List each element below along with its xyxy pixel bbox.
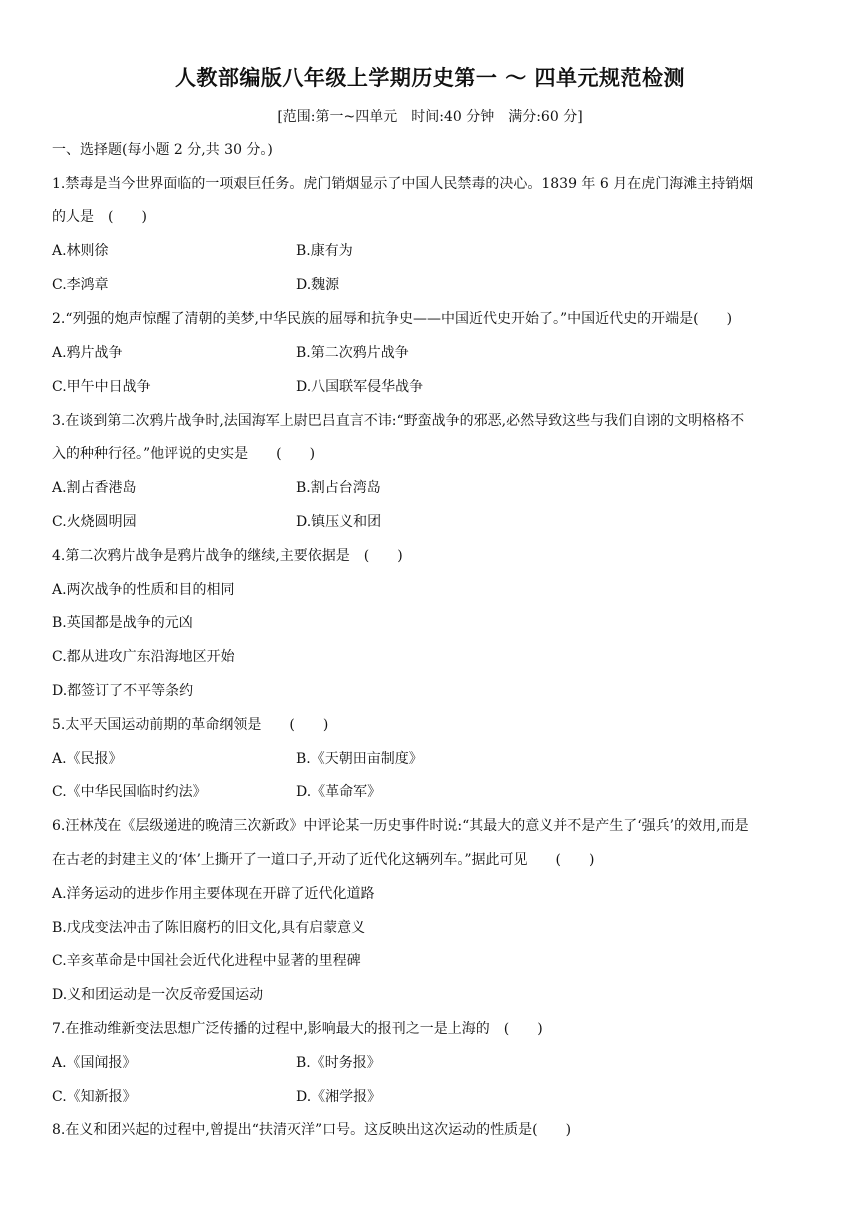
question-8-line-1: 8.在义和团兴起的过程中,曾提出“扶清灭洋”口号。这反映出这次运动的性质是( ) (52, 1122, 572, 1138)
question-3-option-d: D.镇压义和团 (296, 514, 382, 530)
question-5-line-1: 5.太平天国运动前期的革命纲领是 ( ) (52, 717, 329, 733)
question-4-option-a: A.两次战争的性质和目的相同 (52, 582, 235, 598)
question-2-option-c: C.甲午中日战争 (52, 379, 151, 395)
question-2-option-b: B.第二次鸦片战争 (296, 345, 409, 361)
question-6-option-b: B.戊戌变法冲击了陈旧腐朽的旧文化,具有启蒙意义 (52, 920, 366, 936)
question-3-option-a: A.割占香港岛 (52, 480, 137, 496)
question-7-option-c: C.《知新报》 (52, 1089, 137, 1105)
question-1-line-2: 的人是 ( ) (52, 209, 147, 225)
question-1-option-d: D.魏源 (296, 277, 340, 293)
question-2-line-1: 2.“列强的炮声惊醒了清朝的美梦,中华民族的屈辱和抗争史——中国近代史开始了。”中国近代史的开端是( ) (52, 311, 733, 327)
question-5-option-a: A.《民报》 (52, 751, 123, 767)
question-3-line-2: 入的种种行径。”他评说的史实是 ( ) (52, 446, 316, 462)
question-3-option-c: C.火烧圆明园 (52, 514, 137, 530)
question-7-option-a: A.《国闻报》 (52, 1055, 137, 1071)
question-6-line-2: 在古老的封建主义的‘体’上撕开了一道口子,开动了近代化这辆列车。”据此可见 ( ) (52, 852, 595, 868)
exam-scope-info: [范围:第一~四单元 时间:40 分钟 满分:60 分] (277, 109, 583, 125)
question-4-line-1: 4.第二次鸦片战争是鸦片战争的继续,主要依据是 ( ) (52, 548, 403, 564)
page-title: 人教部编版八年级上学期历史第一 ～ 四单元规范检测 (174, 66, 686, 90)
question-5-option-b: B.《天朝田亩制度》 (296, 751, 423, 767)
question-5-option-c: C.《中华民国临时约法》 (52, 784, 207, 800)
question-7-option-d: D.《湘学报》 (296, 1089, 382, 1105)
question-1-line-1: 1.禁毒是当今世界面临的一项艰巨任务。虎门销烟显示了中国人民禁毒的决心。1839 年 6 月在虎门海滩主持销烟 (52, 176, 754, 192)
question-7-line-1: 7.在推动维新变法思想广泛传播的过程中,影响最大的报刊之一是上海的 ( ) (52, 1021, 543, 1037)
question-3-line-1: 3.在谈到第二次鸦片战争时,法国海军上尉巴吕直言不讳:“野蛮战争的邪恶,必然导致这些与我们自诩的文明格格不 (52, 413, 745, 429)
question-1-option-a: A.林则徐 (52, 243, 109, 259)
question-2-option-a: A.鸦片战争 (52, 345, 123, 361)
question-5-option-d: D.《革命军》 (296, 784, 382, 800)
question-6-option-c: C.辛亥革命是中国社会近代化进程中显著的里程碑 (52, 953, 361, 969)
question-7-option-b: B.《时务报》 (296, 1055, 381, 1071)
question-6-line-1: 6.汪林茂在《层级递进的晚清三次新政》中评论某一历史事件时说:“其最大的意义并不是产生了‘强兵’的效用,而是 (52, 818, 749, 834)
section-heading: 一、选择题(每小题 2 分,共 30 分。) (52, 142, 273, 158)
question-4-option-b: B.英国都是战争的元凶 (52, 615, 193, 631)
question-2-option-d: D.八国联军侵华战争 (296, 379, 424, 395)
question-1-option-b: B.康有为 (296, 243, 353, 259)
question-4-option-d: D.都签订了不平等条约 (52, 683, 194, 699)
question-1-option-c: C.李鸿章 (52, 277, 109, 293)
question-4-option-c: C.都从进攻广东沿海地区开始 (52, 649, 235, 665)
question-6-option-a: A.洋务运动的进步作用主要体现在开辟了近代化道路 (52, 886, 375, 902)
question-6-option-d: D.义和团运动是一次反帝爱国运动 (52, 987, 264, 1003)
question-3-option-b: B.割占台湾岛 (296, 480, 381, 496)
